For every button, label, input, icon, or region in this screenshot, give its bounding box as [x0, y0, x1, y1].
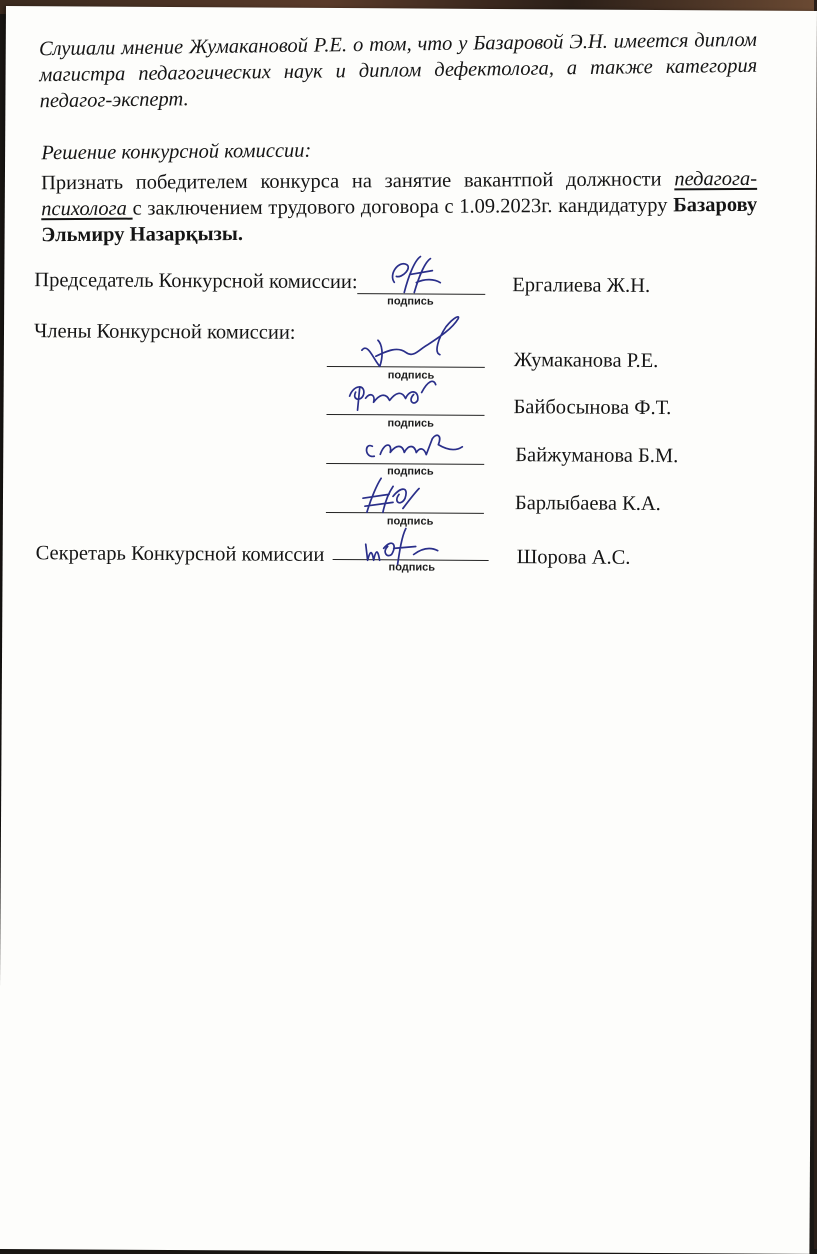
decision-position-part-1: педагога-	[674, 167, 758, 191]
secretary-signature-caption: подпись	[388, 561, 436, 574]
members-label: Члены Конкурсной комиссии:	[33, 320, 296, 344]
candidate-surname: Базарову	[673, 193, 758, 217]
chairman-name: Ергалиева Ж.Н.	[512, 274, 651, 297]
chairman-label: Председатель Конкурсной комиссии:	[34, 269, 358, 294]
member-4-signature-image	[353, 472, 423, 518]
member-4-signature-caption: подпись	[386, 515, 434, 528]
member-2-signature-image	[344, 374, 444, 417]
chairman-signature-image	[384, 252, 444, 296]
secretary-name: Шорова А.С.	[516, 546, 631, 569]
member-4-name: Барлыбаева К.А.	[514, 492, 661, 516]
heard-opinion-paragraph	[39, 27, 758, 114]
secretary-signature-image	[358, 520, 448, 574]
chairman-signature-caption: подпись	[387, 295, 434, 308]
member-3-signature-caption: подпись	[387, 465, 434, 478]
decision-paragraph	[41, 166, 757, 248]
member-2-signature-caption: подпись	[387, 417, 434, 430]
heard-opinion-line-3: педагог-эксперт.	[39, 88, 189, 113]
decision-line-2	[41, 192, 757, 222]
member-3-signature-image	[358, 426, 468, 467]
decision-line-1-text: Признать победителем конкурса на занятие вакантпой должности	[41, 168, 662, 195]
member-1-signature-image	[354, 310, 464, 373]
member-1-signature-caption: подпись	[387, 369, 435, 382]
member-3-name: Байжуманова Б.М.	[515, 444, 679, 468]
member-2-name: Байбосынова Ф.Т.	[513, 396, 672, 420]
heard-opinion-line-1: Слушали мнение Жумакановой Р.Е. о том, что у Базаровой Э.Н. имеется диплом	[38, 28, 758, 61]
decision-line-2-text: с заключением трудового договора с 1.09.2023г. кандидатуру	[132, 194, 674, 220]
decision-heading: Решение конкурсной комиссии:	[41, 139, 312, 165]
member-1-name: Жумаканова Р.Е.	[513, 349, 659, 372]
heard-opinion-line-2: магистра педагогических наук и диплом дефектолога, а также категория	[39, 54, 758, 87]
decision-position-part-2: психолога	[41, 197, 133, 221]
candidate-given-name: Эльмиру Назарқызы.	[41, 222, 243, 247]
document-page	[0, 6, 817, 1254]
secretary-label: Секретарь Конкурсной комиссии	[35, 542, 325, 566]
